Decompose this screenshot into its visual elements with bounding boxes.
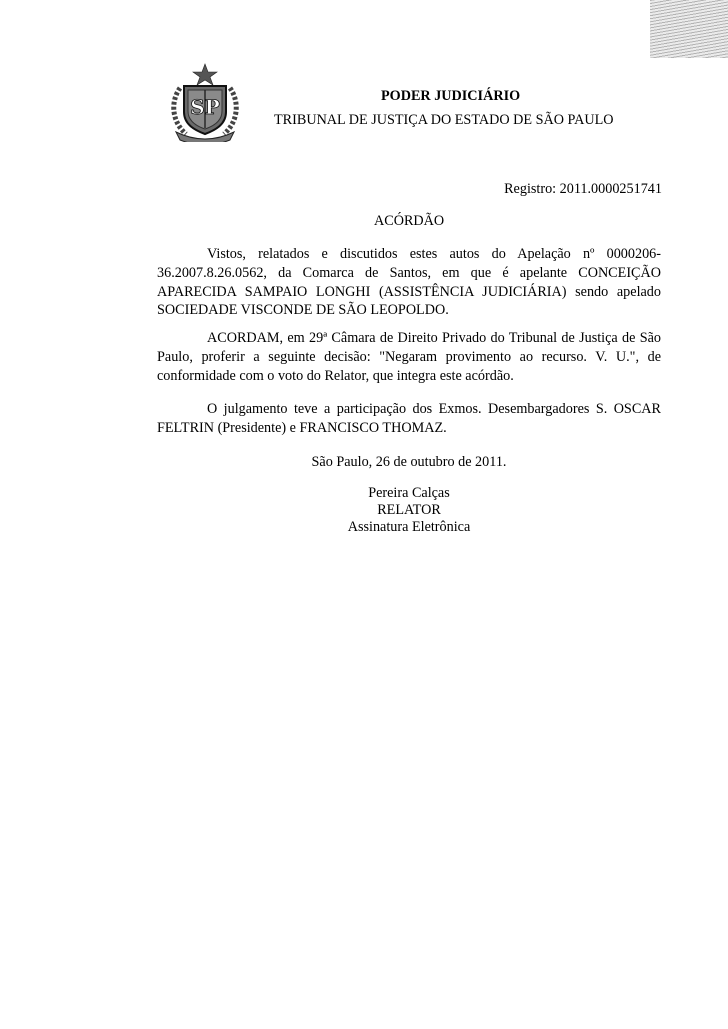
court-name: PODER JUDICIÁRIO (381, 88, 521, 104)
registro-number: Registro: 2011.0000251741 (504, 181, 662, 197)
tribunal-name: TRIBUNAL DE JUSTIÇA DO ESTADO DE SÃO PAULO (274, 112, 614, 128)
emblem-letters: SP (190, 95, 220, 119)
signer-name: Pereira Calças (368, 485, 450, 501)
document-title: ACÓRDÃO (374, 213, 445, 229)
signature-note: Assinatura Eletrônica (347, 519, 471, 535)
scan-stamp-mark (650, 0, 728, 58)
sp-coat-of-arms-icon (166, 62, 244, 142)
acordam-paragraph: ACORDAM, em 29ª Câmara de Direito Privado do Tribunal de Justiça de São Paulo, proferir a seguinte decisão: "Negaram provimento ao recurso. V. U.", de conformidade com o voto do Relator, que integra este acórdão. (157, 330, 661, 384)
vistos-paragraph: Vistos, relatados e discutidos estes autos do Apelação nº 0000206-36.2007.8.26.0562, da Comarca de Santos, em que é apelante CONCEIÇÃO APARECIDA SAMPAIO LONGHI (ASSISTÊNCIA JUDICIÁRIA) sendo apelado SOCIEDADE VISCONDE DE SÃO LEOPOLDO. (157, 246, 661, 319)
julgamento-paragraph: O julgamento teve a participação dos Exmos. Desembargadores S. OSCAR FELTRIN (Presidente) e FRANCISCO THOMAZ. (157, 401, 661, 436)
date-line: São Paulo, 26 de outubro de 2011. (311, 454, 507, 470)
signer-role: RELATOR (377, 502, 441, 518)
